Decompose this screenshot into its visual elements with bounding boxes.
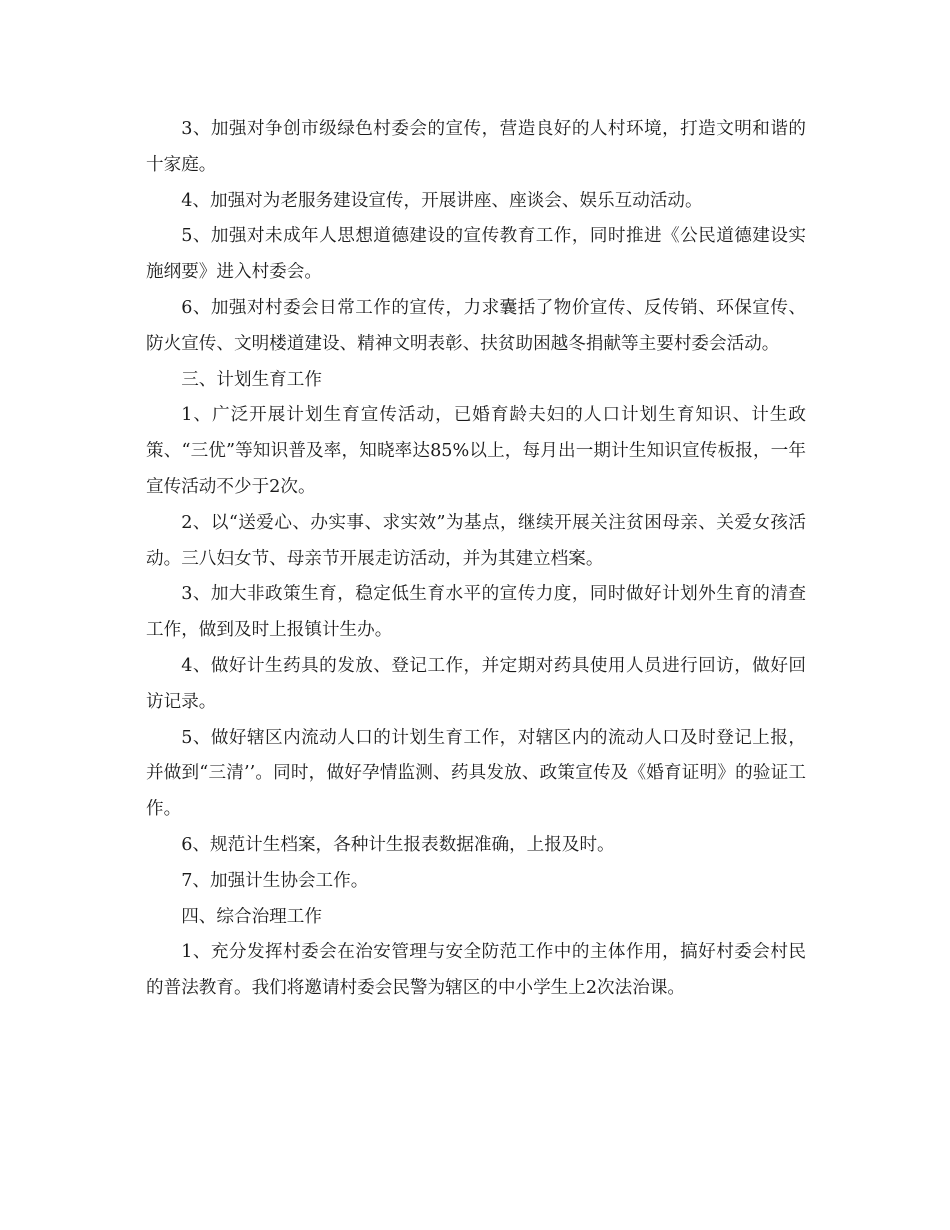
paragraph-elderly-service: 4、加强对为老服务建设宣传，开展讲座、座谈会、娱乐互动活动。 bbox=[181, 190, 703, 211]
paragraph-records-standardization: 6、规范计生档案，各种计生报表数据准确，上报及时。 bbox=[181, 834, 615, 855]
section-heading-family-planning: 三、计划生育工作 bbox=[181, 369, 322, 390]
document-body bbox=[146, 112, 806, 1007]
paragraph-planning-publicity: 1、广泛开展计划生育宣传活动，已婚育龄夫妇的人口计划生育知识、计生政策、“三优”等知识普及率，知晓率达85%以上，每月出一期计生知识宣传板报，一年宣传活动不少于2次。 bbox=[146, 405, 806, 497]
paragraph-contraceptive-distribution: 4、做好计生药具的发放、登记工作，并定期对药具使用人员进行回访，做好回访记录。 bbox=[146, 655, 806, 712]
paragraph-daily-work-publicity: 6、加强对村委会日常工作的宣传，力求囊括了物价宣传、反传销、环保宣传、防火宣传、文明楼道建设、精神文明表彰、扶贫助困越冬捐献等主要村委会活动。 bbox=[146, 297, 806, 354]
paragraph-non-policy-births: 3、加大非政策生育，稳定低生育水平的宣传力度，同时做好计划外生育的清查工作，做到及时上报镇计生办。 bbox=[146, 584, 806, 641]
paragraph-youth-moral-education: 5、加强对未成年人思想道德建设的宣传教育工作，同时推进《公民道德建设实施纲要》进入村委会。 bbox=[146, 226, 806, 283]
paragraph-publicity-green-committee: 3、加强对争创市级绿色村委会的宣传，营造良好的人村环境，打造文明和谐的十家庭。 bbox=[146, 119, 806, 175]
paragraph-association-work: 7、加强计生协会工作。 bbox=[181, 870, 369, 891]
section-heading-comprehensive-governance: 四、综合治理工作 bbox=[181, 906, 322, 927]
paragraph-care-activities: 2、以“送爱心、办实事、求实效”为基点，继续开展关注贫困母亲、关爱女孩活动。三八妇女节、母亲节开展走访活动，并为其建立档案。 bbox=[146, 512, 806, 569]
paragraph-floating-population: 5、做好辖区内流动人口的计划生育工作，对辖区内的流动人口及时登记上报，并做到“三清’’。同时，做好孕情监测、药具发放、政策宣传及《婚育证明》的验证工作。 bbox=[146, 727, 806, 820]
paragraph-security-management: 1、充分发挥村委会在治安管理与安全防范工作中的主体作用，搞好村委会村民的普法教育。我们将邀请村委会民警为辖区的中小学生上2次法治课。 bbox=[146, 942, 806, 999]
